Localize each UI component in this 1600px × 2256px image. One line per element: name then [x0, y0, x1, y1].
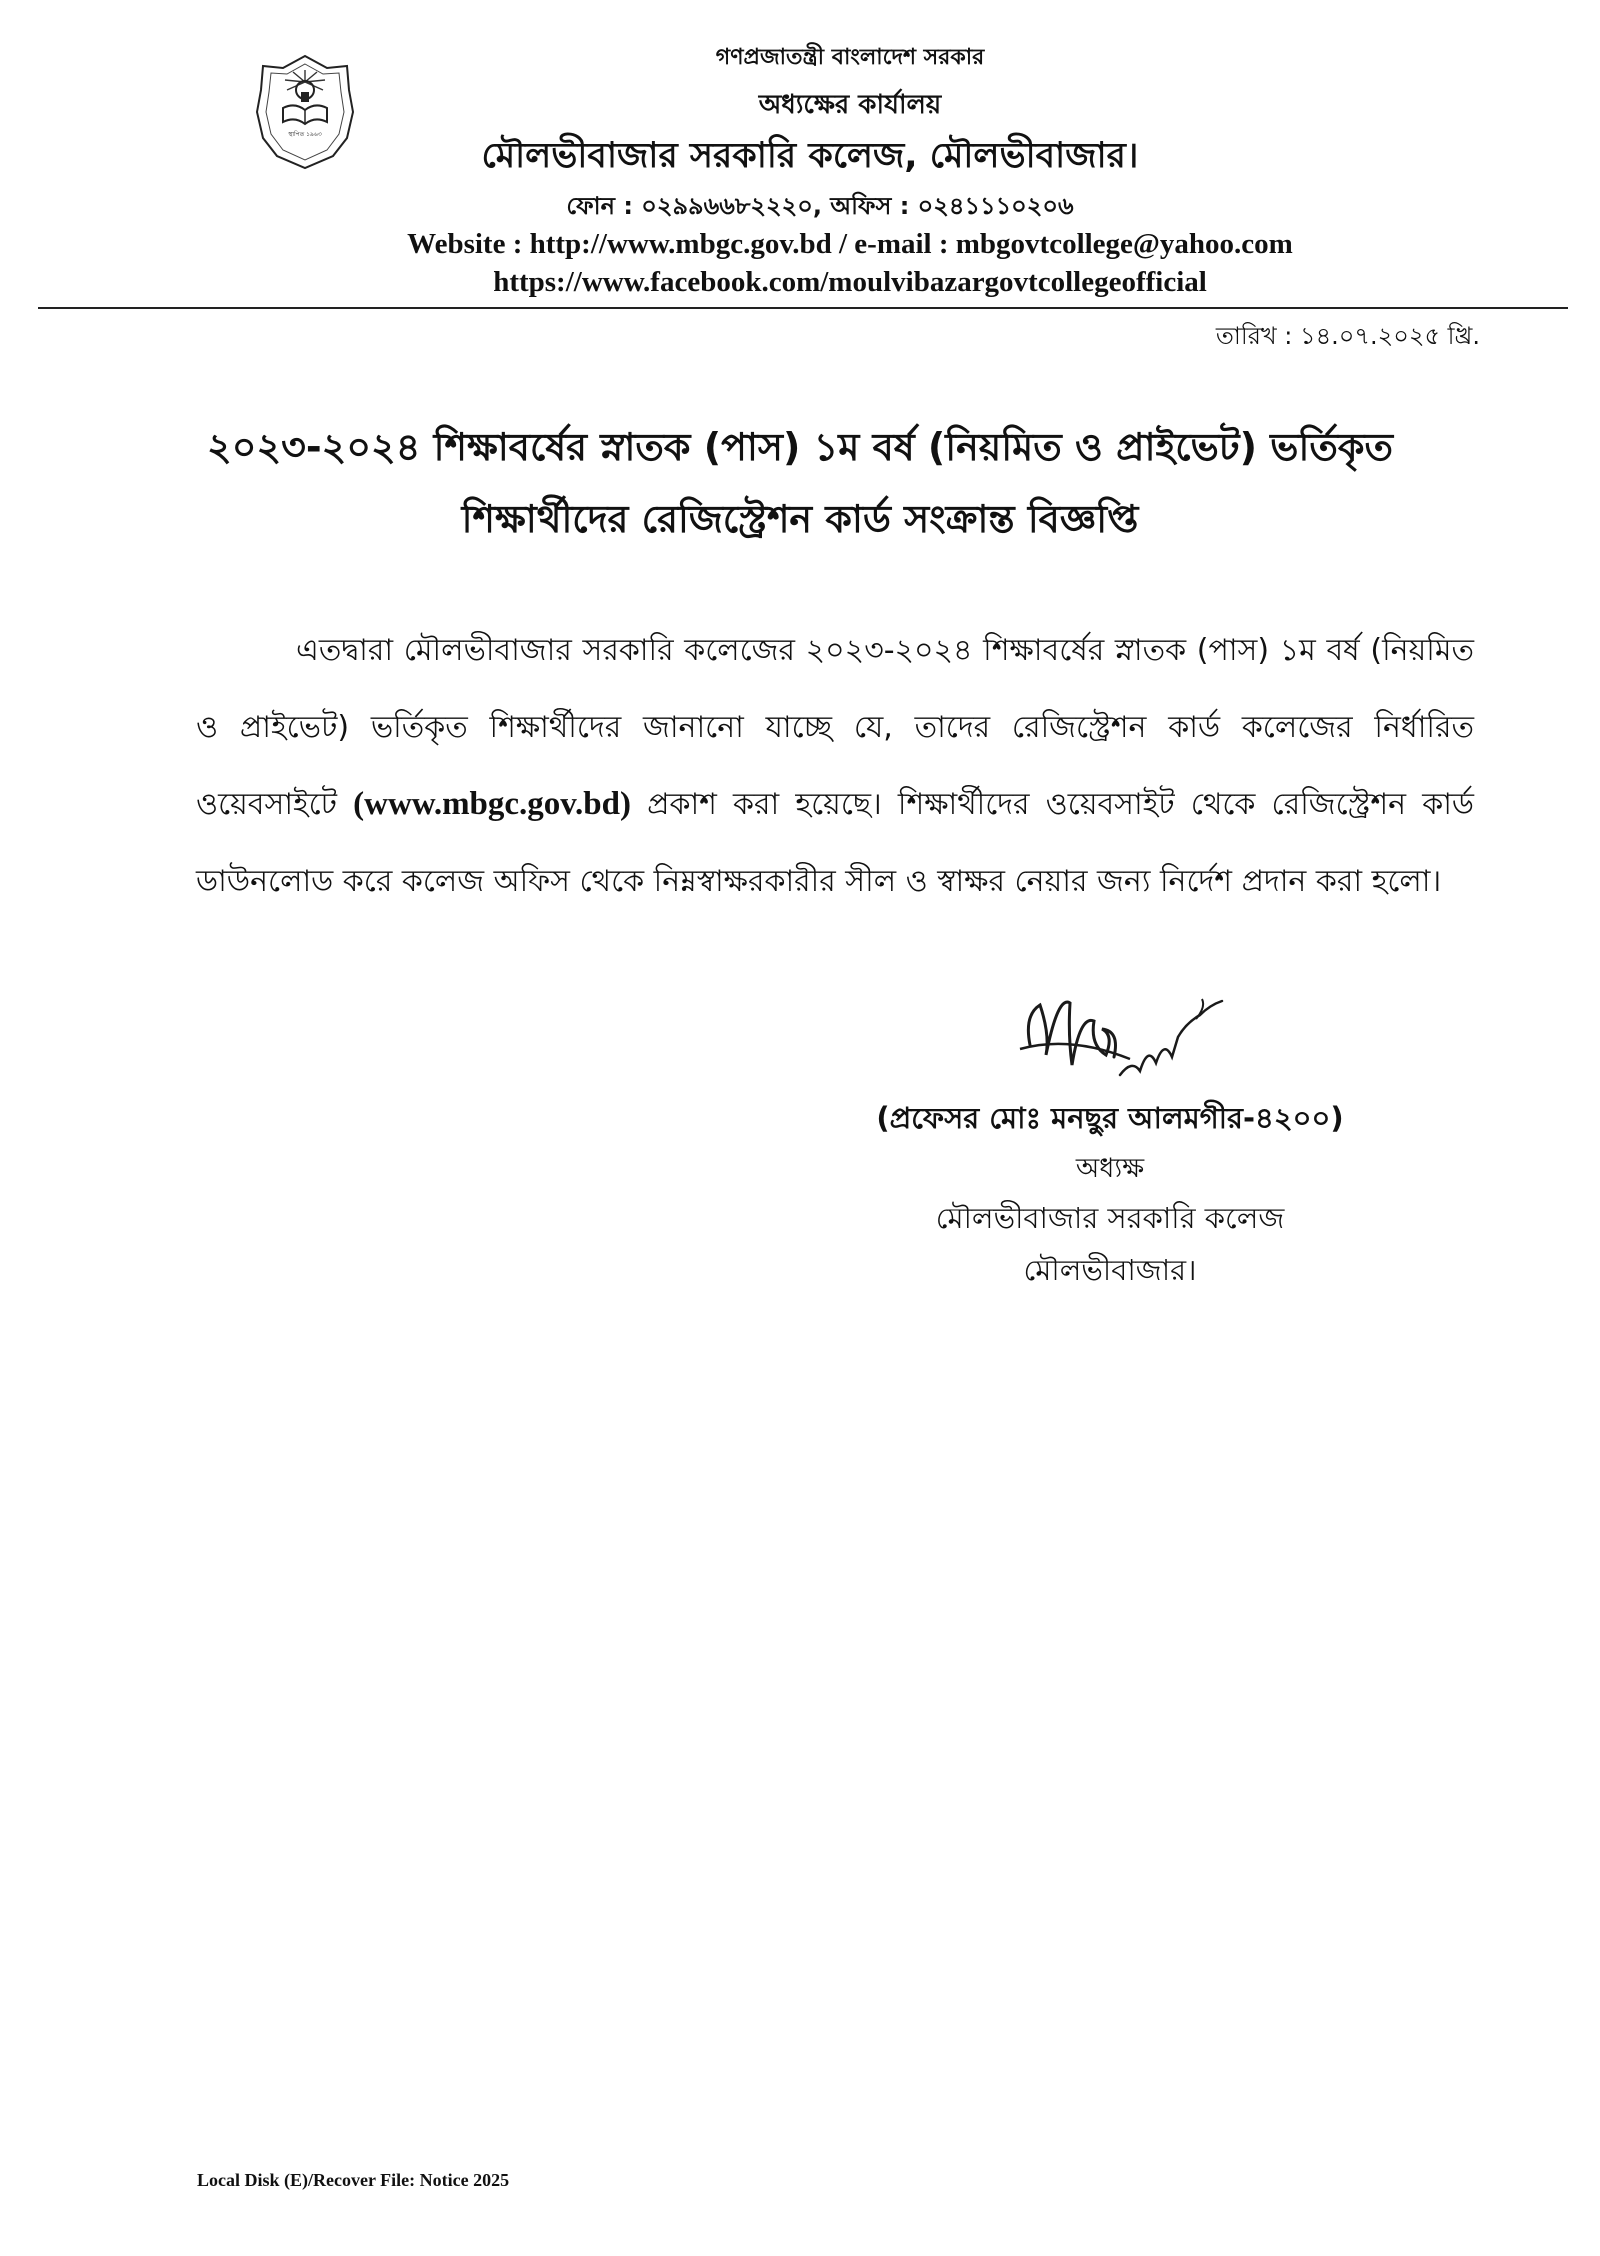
college-name-heading: মৌলভীবাজার সরকারি কলেজ, মৌলভীবাজার।: [481, 136, 1139, 176]
government-heading: গণপ্রজাতন্ত্রী বাংলাদেশ সরকার: [715, 45, 985, 70]
signatory-designation: অধ্যক্ষ: [1075, 1153, 1145, 1184]
body-text-part-2: প্রকাশ করা হয়েছে। শিক্ষার্থীদের ওয়েবসাইট থেকে রেজিস্ট্রেশন কার্ড ডাউনলোড করে কলেজ অফিস থেকে নিম্নস্বাক্ষরকারীর সীল ও স্বাক্ষর নেয়ার জন্য নির্দেশ প্রদান করা হলো।: [196, 787, 1474, 899]
header-divider: [38, 307, 1568, 309]
signatory-organization: মৌলভীবাজার সরকারি কলেজ: [935, 1201, 1285, 1235]
notice-body: [196, 612, 1474, 920]
logo-caption: স্থাপিত ১৯৬৩: [288, 131, 322, 138]
phone-line: ফোন : ০২৯৯৬৬৮২২২০, অফিস : ০২৪১১১০২০৬: [566, 192, 1074, 220]
notice-title-line-2: শিক্ষার্থীদের রেজিস্ট্রেশন কার্ড সংক্রান্ত বিজ্ঞপ্তি: [461, 497, 1139, 541]
website-url: (www.mbgc.gov.bd): [353, 786, 631, 822]
signature-mark: [1010, 975, 1240, 1095]
office-heading: অধ্যক্ষের কার্যালয়: [758, 90, 942, 120]
college-logo-icon: [255, 52, 355, 172]
notice-title-line-1: ২০২৩-২০২৪ শিক্ষাবর্ষের স্নাতক (পাস) ১ম বর্ষ (নিয়মিত ও প্রাইভেট) ভর্তিকৃত: [207, 425, 1393, 469]
facebook-link: https://www.facebook.com/moulvibazargovtcollegeofficial: [493, 266, 1207, 298]
notice-date: তারিখ : ১৪.০৭.২০২৫ খ্রি.: [1215, 322, 1480, 350]
website-email-line: Website : http://www.mbgc.gov.bd / e-mail : mbgovtcollege@yahoo.com: [407, 228, 1293, 260]
footer-file-path: Local Disk (E)/Recover File: Notice 2025: [197, 2170, 510, 2190]
signatory-name: (প্রফেসর মোঃ মনছুর আলমগীর-৪২০০): [876, 1101, 1344, 1135]
body-text-part-1: এতদ্বারা মৌলভীবাজার সরকারি কলেজের ২০২৩-২০২৪ শিক্ষাবর্ষের স্নাতক (পাস) ১ম বর্ষ (নিয়মিত ও প্রাইভেট) ভর্তিকৃত শিক্ষার্থীদের জানানো যাচ্ছে যে, তাদের রেজিস্ট্রেশন কার্ড কলেজের নির্ধারিত ওয়েবসাইটে: [196, 633, 1474, 822]
signatory-city: মৌলভীবাজার।: [1023, 1253, 1197, 1287]
